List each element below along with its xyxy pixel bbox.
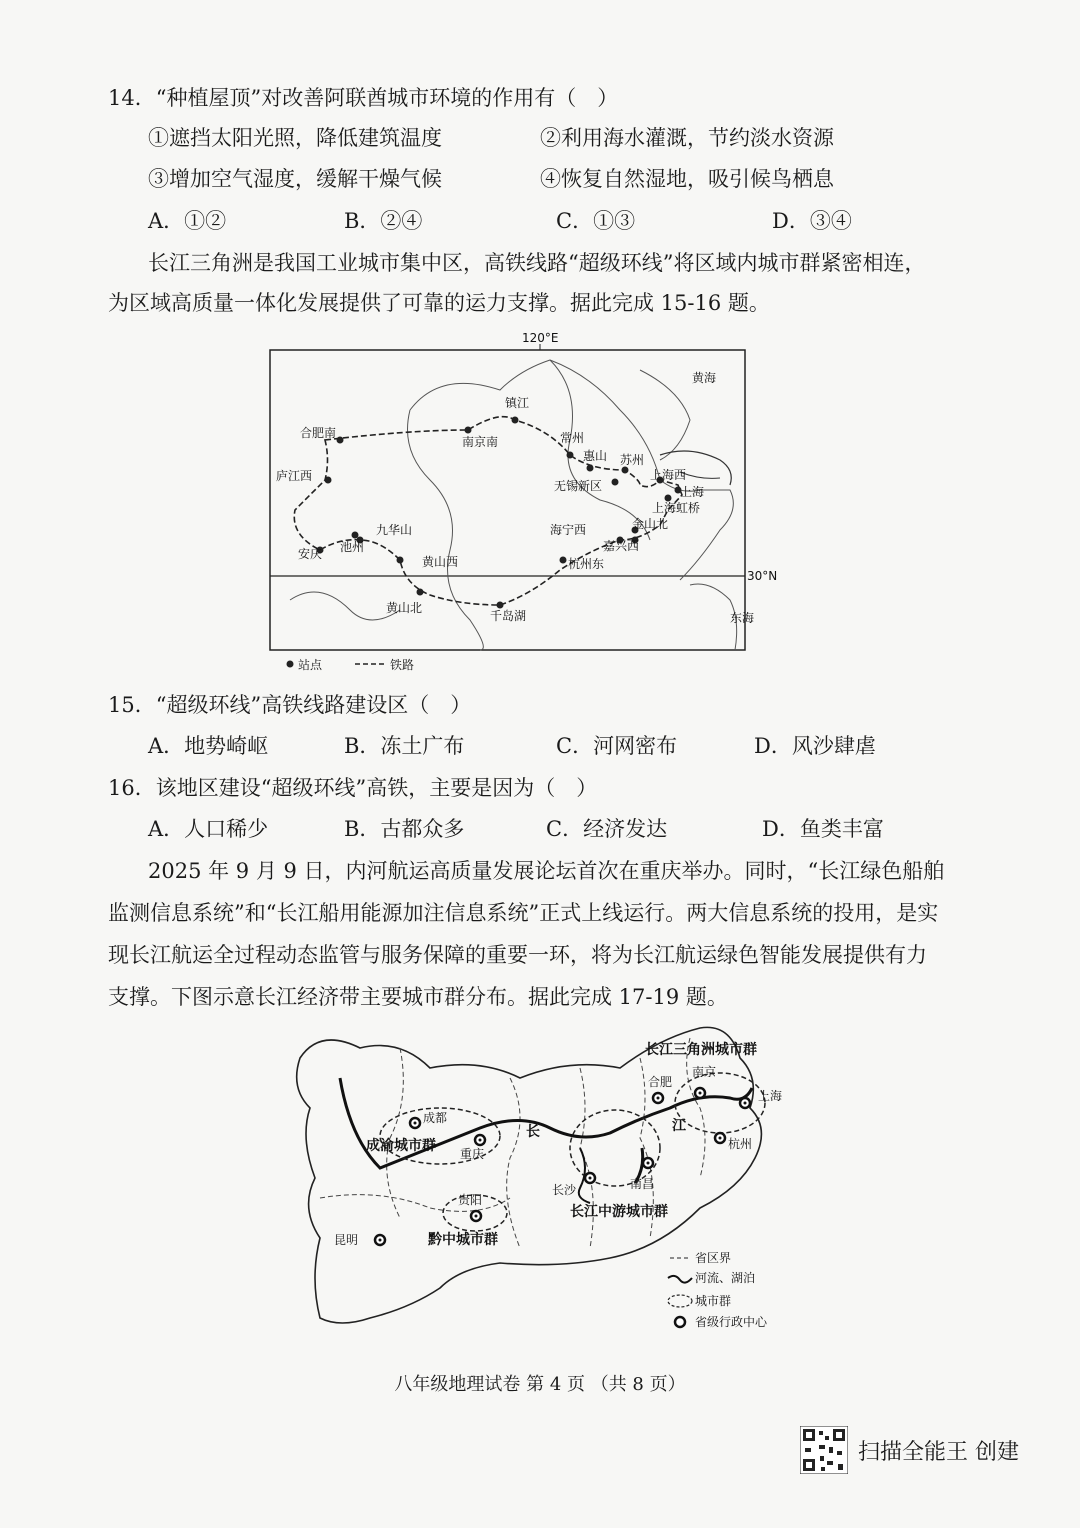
sea-label-donghai: 东海: [730, 611, 755, 625]
q14-option-b: B．②④: [344, 209, 423, 233]
svg-text:南京南: 南京南: [462, 435, 499, 449]
svg-text:上海西: 上海西: [650, 468, 687, 482]
svg-text:上海: 上海: [680, 485, 705, 499]
q14-option-d: D．③④: [772, 209, 852, 233]
station-huangshanbei: [386, 589, 424, 616]
passage2-line1: 2025 年 9 月 9 日，内河航运高质量发展论坛首次在重庆举办。同时，“长江绿色船舶: [148, 859, 945, 883]
q16-stem: 16．该地区建设“超级环线”高铁，主要是因为（ ）: [108, 776, 598, 800]
q16-option-b: B．古都众多: [344, 817, 465, 841]
city-hangzhou: [715, 1133, 752, 1151]
passage2-line2: 监测信息系统”和“长江船用能源加注信息系统”正式上线运行。两大信息系统的投用，是实: [108, 901, 939, 925]
svg-text:重庆: 重庆: [460, 1147, 485, 1161]
q16-option-d: D．鱼类丰富: [762, 817, 884, 841]
svg-text:黄山北: 黄山北: [386, 601, 423, 615]
q16-option-c: C．经济发达: [546, 817, 668, 841]
map1-frame: [270, 350, 745, 650]
station-huishan: [583, 448, 607, 472]
svg-text:千岛湖: 千岛湖: [490, 609, 527, 623]
svg-text:长沙: 长沙: [552, 1183, 577, 1197]
station-nanjingnan: [462, 427, 498, 450]
svg-text:南京: 南京: [692, 1065, 717, 1079]
sea-label-huanghai: 黄海: [692, 371, 717, 385]
svg-text:昆明: 昆明: [334, 1233, 359, 1247]
scanner-watermark: [800, 1424, 1019, 1476]
map1-lon-label: 120°E: [522, 331, 559, 345]
svg-text:常州: 常州: [560, 431, 585, 445]
scanner-brand-text: 扫描全能王 创建: [858, 1439, 1019, 1465]
qr-code-icon: [800, 1426, 848, 1474]
svg-text:镇江: 镇江: [505, 396, 530, 410]
q15-option-a: A．地势崎岖: [148, 734, 269, 758]
station-chizhou: [340, 532, 364, 555]
cluster-middle: [570, 1110, 660, 1186]
station-wuxixinqu: [554, 479, 619, 494]
svg-text:合肥: 合肥: [648, 1075, 673, 1089]
svg-text:贵阳: 贵阳: [458, 1193, 483, 1207]
station-huangshanxi: [397, 555, 459, 569]
yangtze-cluster-map: [280, 1018, 800, 1338]
map2-legend-capital: 省级行政中心: [695, 1315, 768, 1329]
station-lujiangxi: [276, 469, 332, 484]
city-nanchang: [630, 1158, 654, 1191]
passage2-line4: 支撑。下图示意长江经济带主要城市群分布。据此完成 17-19 题。: [108, 985, 728, 1009]
q14-statement-4: ④恢复自然湿地，吸引候鸟栖息: [540, 167, 834, 191]
cluster-label-yrd: 长江三角洲城市群: [645, 1042, 757, 1058]
svg-text:黄山西: 黄山西: [422, 555, 459, 569]
yangtze-river: [340, 1078, 752, 1168]
station-zhenjiang: [505, 395, 529, 424]
station-hangzhoudong: [560, 556, 605, 571]
city-chongqing: [460, 1135, 485, 1161]
svg-text:九华山: 九华山: [376, 523, 413, 537]
map1-lat-label: 30°N: [747, 569, 778, 583]
city-chengdu: [410, 1110, 447, 1128]
station-hefeinan: [300, 425, 344, 444]
q15-option-d: D．风沙肆虐: [754, 734, 876, 758]
svg-text:惠山: 惠山: [583, 449, 608, 463]
q16-option-a: A．人口稀少: [148, 817, 269, 841]
city-shanghai: [740, 1088, 782, 1108]
river-char-chang: 长: [526, 1124, 540, 1140]
svg-text:杭州东: 杭州东: [568, 557, 605, 571]
cluster-label-middle: 长江中游城市群: [570, 1204, 668, 1220]
city-guiyang: [458, 1192, 482, 1221]
q15-option-c: C．河网密布: [556, 734, 678, 758]
svg-text:金山北: 金山北: [632, 517, 669, 531]
map2-legend-river: 河流、湖泊: [695, 1271, 756, 1285]
svg-text:合肥南: 合肥南: [300, 426, 337, 440]
map2-legend-border: 省区界: [695, 1251, 732, 1265]
map1-legend-station: 站点: [298, 658, 323, 672]
rail-loop-map: [260, 330, 780, 680]
svg-text:苏州: 苏州: [620, 453, 645, 467]
city-changsha: [552, 1173, 595, 1197]
city-nanjing: [692, 1064, 716, 1098]
q14-statement-1: ①遮挡太阳光照，降低建筑温度: [148, 126, 442, 150]
passage1-line2: 为区域高质量一体化发展提供了可靠的运力支撑。据此完成 15-16 题。: [108, 291, 770, 315]
station-changzhou: [560, 430, 584, 459]
svg-text:海宁西: 海宁西: [550, 523, 587, 537]
cluster-label-chengyu: 成渝城市群: [366, 1138, 436, 1154]
station-anqing: [298, 546, 324, 561]
svg-text:无锡新区: 无锡新区: [554, 479, 603, 493]
passage1-line1: 长江三角洲是我国工业城市集中区，高铁线路“超级环线”将区域内城市群紧密相连，: [148, 251, 926, 275]
city-kunming: [334, 1233, 385, 1247]
q14-option-c: C．①③: [556, 209, 636, 233]
station-shanghaixi: [650, 467, 686, 484]
q14-statement-3: ③增加空气湿度，缓解干燥气候: [148, 167, 442, 191]
svg-text:安庆: 安庆: [298, 547, 323, 561]
svg-text:成都: 成都: [423, 1111, 448, 1125]
map2-legend-cluster: 城市群: [695, 1294, 732, 1308]
cluster-label-qianzhong: 黔中城市群: [428, 1232, 498, 1248]
q15-option-b: B．冻土广布: [344, 734, 465, 758]
q14-option-a: A．①②: [148, 209, 227, 233]
city-hefei: [648, 1074, 672, 1103]
q15-stem: 15．“超级环线”高铁线路建设区（ ）: [108, 693, 472, 717]
station-suzhou: [620, 453, 644, 474]
svg-text:杭州: 杭州: [728, 1137, 753, 1151]
q14-stem: 14．“种植屋顶”对改善阿联酋城市环境的作用有（ ）: [108, 86, 619, 110]
svg-text:庐江西: 庐江西: [276, 469, 313, 483]
svg-text:上海虹桥: 上海虹桥: [652, 501, 701, 515]
map1-legend-rail: 铁路: [390, 658, 415, 672]
station-jiaxingxi: [603, 537, 639, 554]
svg-text:上海: 上海: [758, 1089, 783, 1103]
station-jinshanbei: [632, 516, 669, 534]
passage2-line3: 现长江航运全过程动态监管与服务保障的重要一环，将为长江航运绿色智能发展提供有力: [108, 943, 927, 967]
q14-statement-2: ②利用海水灌溉，节约淡水资源: [540, 126, 834, 150]
svg-text:南昌: 南昌: [630, 1177, 655, 1191]
svg-text:池州: 池州: [340, 540, 365, 554]
page-footer: 八年级地理试卷 第 4 页 （共 8 页）: [394, 1374, 686, 1395]
river-char-jiang: 江: [672, 1118, 686, 1134]
svg-text:嘉兴西: 嘉兴西: [603, 539, 640, 553]
